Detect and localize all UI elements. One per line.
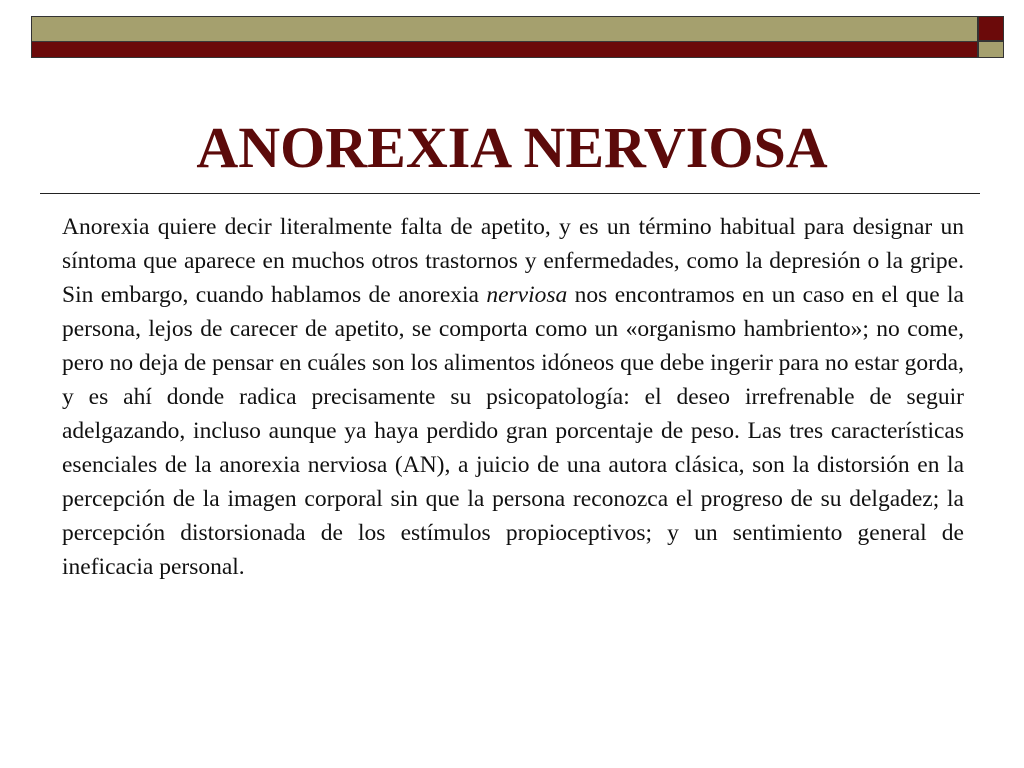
maroon-band (32, 42, 977, 57)
title-divider (40, 193, 980, 194)
paragraph-text-after: nos encontramos en un caso en el que la persona, lejos de carecer de apetito, se comporta como un «organismo hambriento»; no come, pero no deja de pensar en cuáles son los alimentos idóneos que debe ingerir para no estar gorda, y es ahí donde radica precisamente su psicopatología: el deseo irrefrenable de seguir adelgazando, incluso aunque ya haya perdido gran porcentaje de peso. Las tres características esenciales de la anorexia nerviosa (AN), a juicio de una autora clásica, son la distorsión en la percepción de la imagen corporal sin que la persona reconozca el progreso de su delgadez; la percepción distorsionada de los estímulos propioceptivos; y un sentimiento general de ineficacia personal. (62, 282, 964, 580)
paragraph-text-before: Anorexia quiere decir literalmente falta de apetito, y es un término habitual para designar un síntoma que aparece en muchos otros trastornos y enfermedades, como la depresión o la gripe. Sin embargo, cuando hablamos de anorexia (62, 214, 964, 308)
slide-title: ANOREXIA NERVIOSA (196, 115, 828, 180)
paragraph-emphasis: nerviosa (486, 282, 568, 308)
slide-body-paragraph (62, 210, 964, 584)
corner-square-maroon (978, 16, 1004, 41)
olive-band (32, 17, 977, 42)
corner-square-olive (978, 41, 1004, 58)
top-decorative-bar (31, 16, 978, 58)
